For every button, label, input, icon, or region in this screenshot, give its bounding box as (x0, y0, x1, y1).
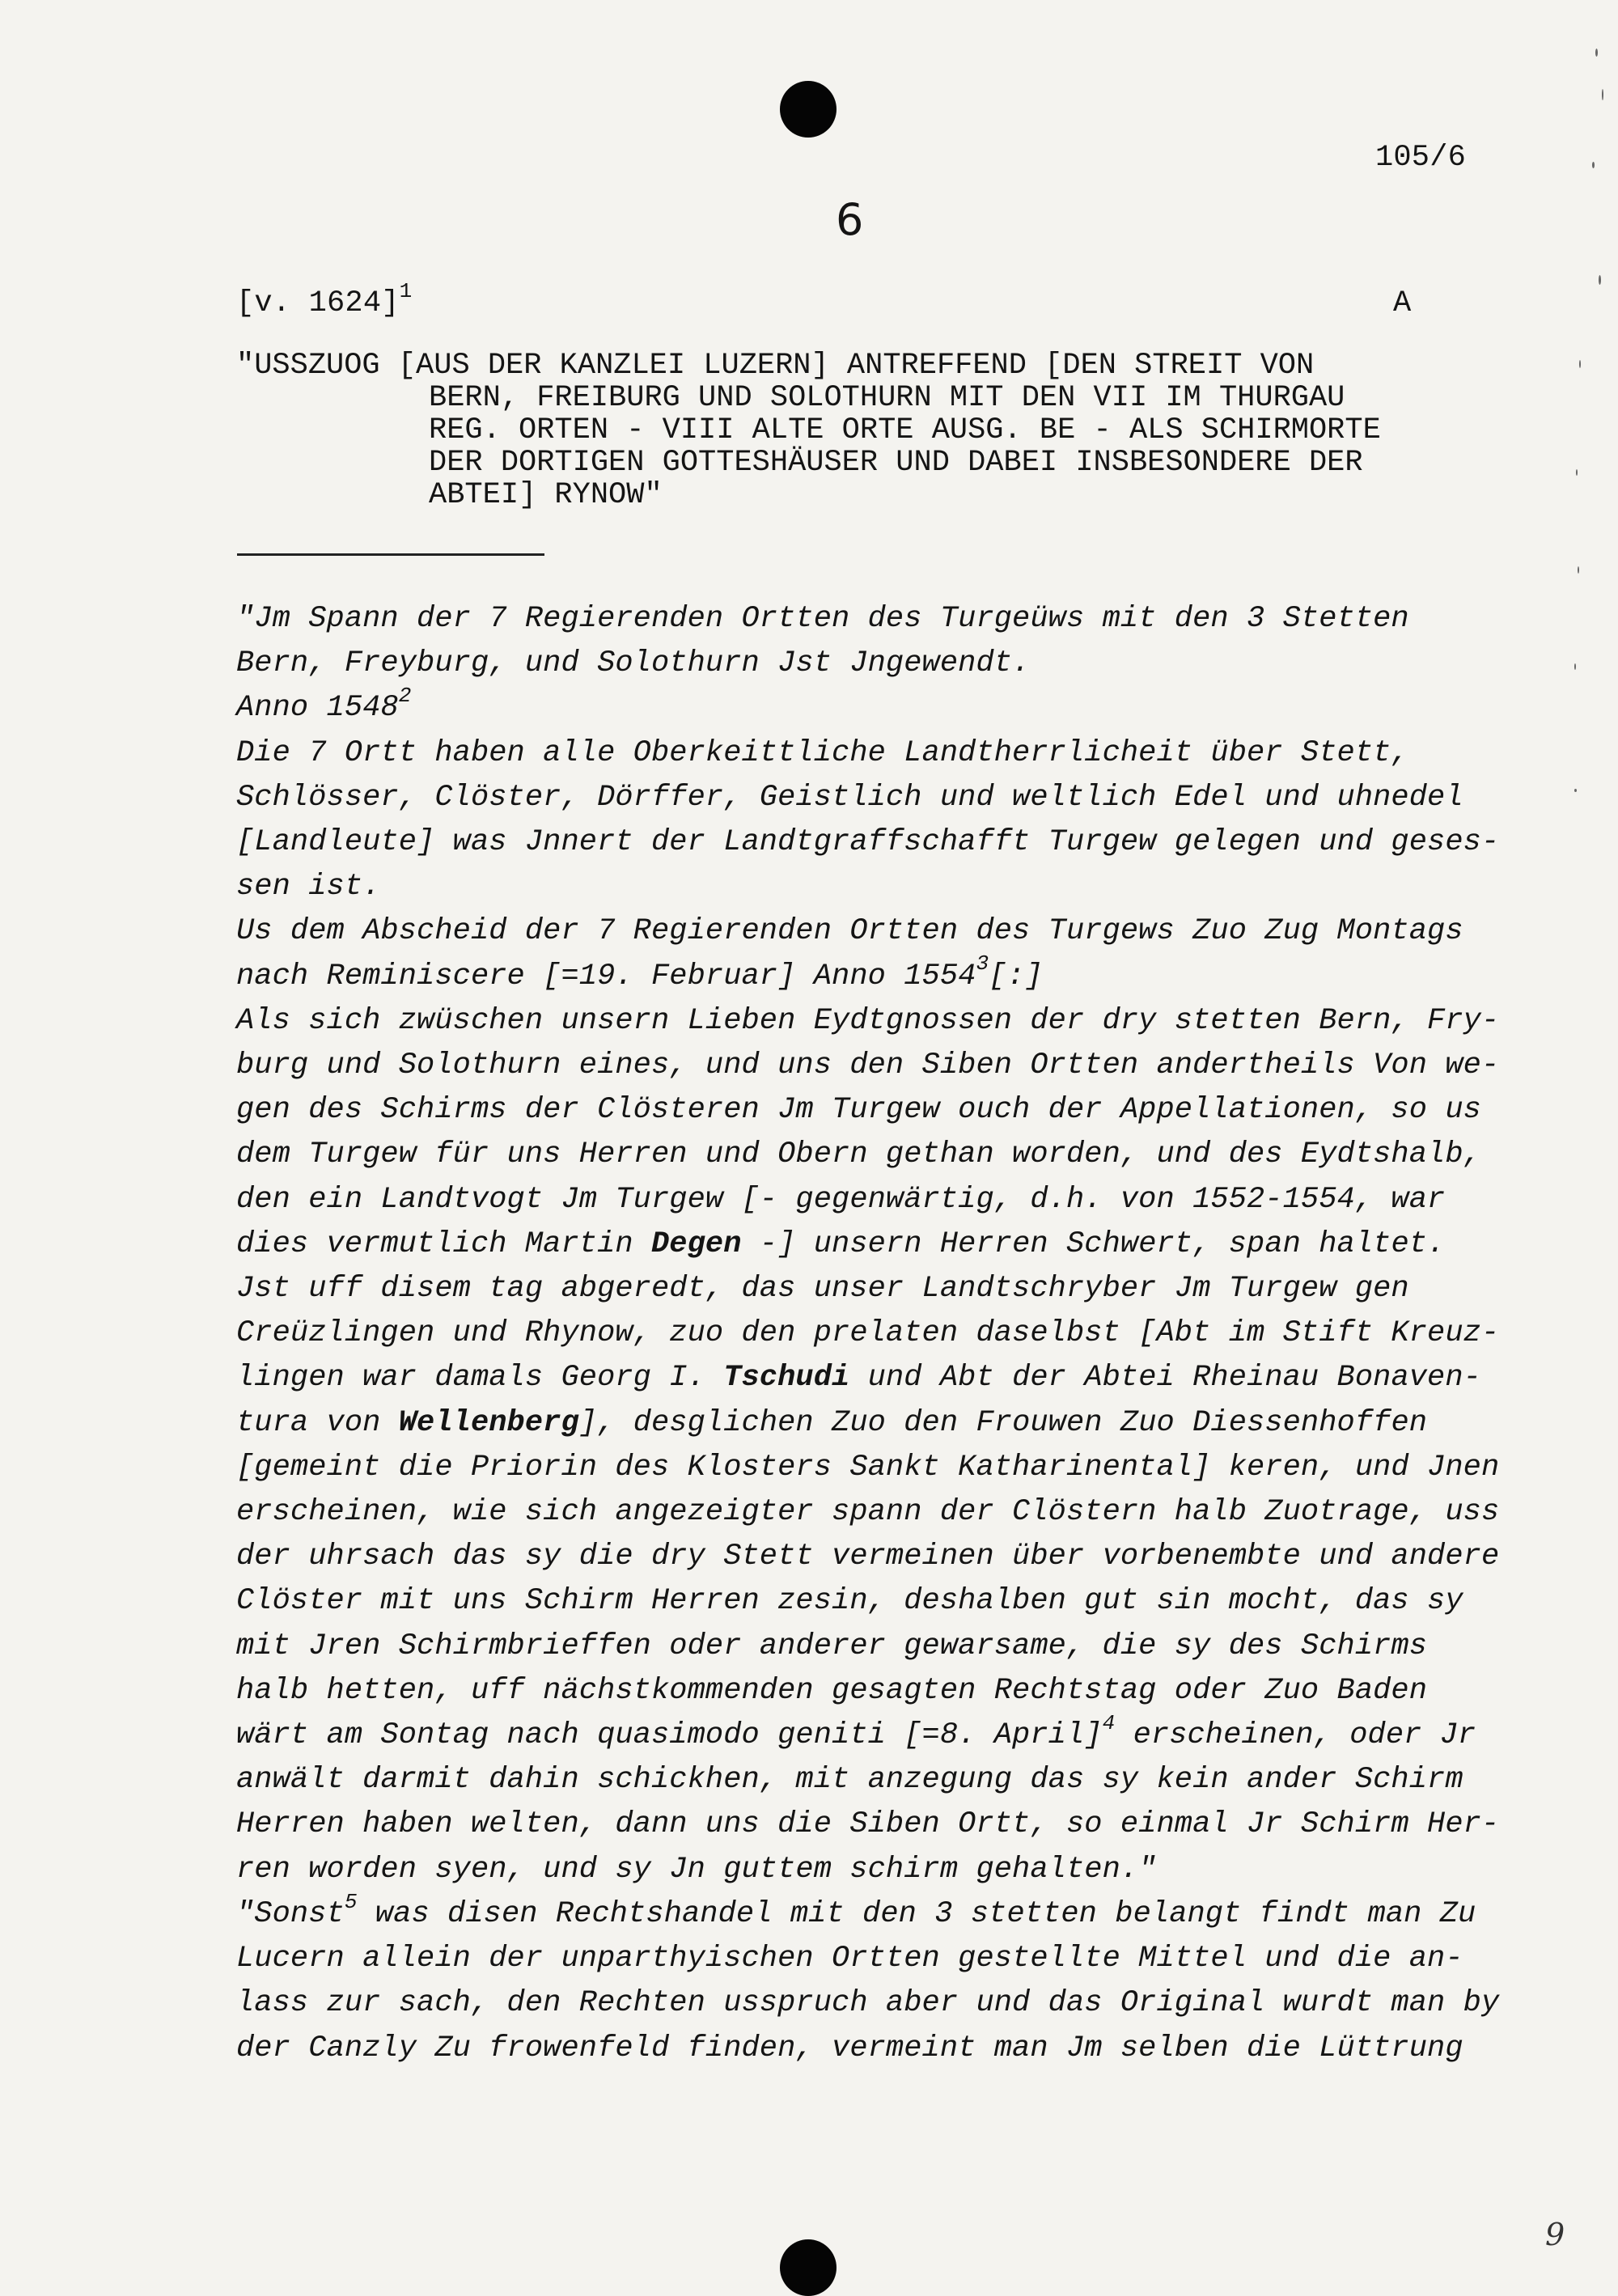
text-span: lingen war damals Georg I. (236, 1361, 724, 1396)
text-span: nach Reminiscere [=19. Februar] Anno 1554 (236, 959, 976, 993)
text-span: erscheinen, oder Jr (1115, 1718, 1476, 1753)
text-span: Anno 1548 (236, 691, 399, 726)
text-line: der uhrsach das sy die dry Stett vermeinen über vorbenembte und andere (236, 1540, 1500, 1574)
text-span: -] unsern Herren Schwert, span haltet. (741, 1226, 1446, 1261)
text-line (236, 1356, 1498, 1400)
text-line: Clöster mit uns Schirm Herren zesin, deshalben gut sin mocht, das sy (236, 1584, 1463, 1619)
text-span: [:] (989, 959, 1044, 993)
text-line: gen des Schirms der Clösteren Jm Turgew ouch der Appellationen, so us (236, 1093, 1481, 1128)
scan-speck (1592, 162, 1595, 168)
text-span: dies vermutlich Martin (236, 1226, 651, 1261)
text-line: lass zur sach, den Rechten usspruch aber und das Original wurdt man by (236, 1986, 1500, 2021)
text-line (236, 1401, 1498, 1446)
footnote-ref-3: 3 (976, 951, 989, 976)
footnote-ref-2: 2 (398, 684, 412, 709)
text-line: sen ist. (236, 870, 381, 904)
person-name: Degen (650, 1226, 742, 1261)
page-number: 6 (836, 194, 864, 245)
text-span: "Sonst (236, 1896, 345, 1931)
person-name: Wellenberg (398, 1405, 579, 1440)
text-line (236, 1222, 1498, 1267)
scan-speck (1574, 663, 1576, 670)
text-line (236, 951, 1498, 999)
handwritten-page-mark: 9 (1545, 2217, 1565, 2252)
footnote-ref-5: 5 (344, 1889, 358, 1914)
document-title-line-4: DER DORTIGEN GOTTESHÄUSER UND DABEI INSBESONDERE DER (429, 446, 1363, 480)
text-line: [gemeint die Priorin des Klosters Sankt Katharinental] keren, und Jnen (236, 1450, 1500, 1485)
text-line: dem Turgew für uns Herren und Obern gethan worden, und des Eydtshalb, (236, 1137, 1481, 1172)
document-title-line-3: REG. ORTEN - VIII ALTE ORTE AUSG. BE - ALS SCHIRMORTE (429, 413, 1381, 447)
text-line: "Jm Spann der 7 Regierenden Ortten des Turgeüws mit den 3 Stetten (236, 602, 1409, 636)
document-title-line-5: ABTEI] RYNOW" (429, 478, 663, 512)
text-line: burg und Solothurn eines, und uns den Siben Ortten andertheils Von we- (236, 1048, 1500, 1083)
text-span: wärt am Sontag nach quasimodo geniti [=8. April] (236, 1718, 1103, 1753)
body-text (236, 597, 1498, 2071)
text-line: der Canzly Zu frowenfeld finden, vermeint man Jm selben die Lüttrung (236, 2031, 1463, 2065)
archive-number: 105/6 (1375, 141, 1467, 175)
separator-rule (237, 553, 544, 556)
text-line: Bern, Freyburg, und Solothurn Jst Jngewendt. (236, 646, 1031, 681)
scan-speck (1576, 469, 1578, 476)
punch-hole-bottom (780, 2239, 837, 2296)
date-text: [v. 1624] (236, 286, 400, 320)
section-letter: A (1393, 286, 1412, 320)
person-name: Tschudi (723, 1361, 850, 1396)
text-line: Us dem Abscheid der 7 Regierenden Ortten des Turgews Zuo Zug Montags (236, 914, 1463, 949)
text-line: halb hetten, uff nächstkommenden gesagten Rechtstag oder Zuo Baden (236, 1673, 1428, 1708)
text-line: anwält darmit dahin schickhen, mit anzegung das sy kein ander Schirm (236, 1763, 1463, 1798)
date-label (236, 278, 413, 320)
text-span: tura von (236, 1405, 399, 1440)
scan-speck (1574, 789, 1577, 792)
punch-hole-top (780, 81, 837, 138)
text-line: Jst uff disem tag abgeredt, das unser Landtschryber Jm Turgew gen (236, 1272, 1409, 1307)
text-line (236, 1710, 1498, 1758)
footnote-ref-4: 4 (1102, 1710, 1116, 1735)
text-line: mit Jren Schirmbrieffen oder anderer gewarsame, die sy des Schirms (236, 1629, 1428, 1663)
text-span: was disen Rechtshandel mit den 3 stetten belangt findt man Zu (357, 1896, 1476, 1931)
text-line (236, 1889, 1498, 1937)
text-line: Als sich zwüschen unsern Lieben Eydtgnossen der dry stetten Bern, Fry- (236, 1003, 1500, 1038)
text-span: ], desglichen Zuo den Frouwen Zuo Diessenhoffen (578, 1405, 1428, 1440)
scan-speck (1595, 49, 1598, 57)
document-title-line-1: "USSZUOG [AUS DER KANZLEI LUZERN] ANTREFFEND [DEN STREIT VON (236, 349, 1315, 383)
text-line: ren worden syen, und sy Jn guttem schirm gehalten." (236, 1852, 1157, 1887)
text-line: [Landleute] was Jnnert der Landtgraffschafft Turgew gelegen und geses- (236, 825, 1500, 860)
text-line: Lucern allein der unparthyischen Ortten gestellte Mittel und die an- (236, 1942, 1463, 1976)
text-line: erscheinen, wie sich angezeigter spann der Clöstern halb Zuotrage, uss (236, 1495, 1500, 1530)
scan-speck (1599, 275, 1601, 285)
footnote-ref-1: 1 (399, 278, 413, 303)
text-line: Schlösser, Clöster, Dörffer, Geistlich und weltlich Edel und uhnedel (236, 780, 1463, 815)
text-line (236, 686, 1498, 731)
text-span: und Abt der Abtei Rheinau Bonaven- (849, 1361, 1481, 1396)
scan-speck (1579, 360, 1581, 368)
scan-speck (1578, 566, 1579, 574)
text-line: Die 7 Ortt haben alle Oberkeittliche Landtherrlicheit über Stett, (236, 735, 1409, 770)
text-line: Creüzlingen und Rhynow, zuo den prelaten daselbst [Abt im Stift Kreuz- (236, 1316, 1500, 1351)
scan-speck (1602, 89, 1603, 100)
document-title-line-2: BERN, FREIBURG UND SOLOTHURN MIT DEN VII IM THURGAU (429, 381, 1345, 415)
text-line: den ein Landtvogt Jm Turgew [- gegenwärtig, d.h. von 1552-1554, war (236, 1182, 1446, 1217)
text-line: Herren haben welten, dann uns die Siben Ortt, so einmal Jr Schirm Her- (236, 1807, 1500, 1842)
